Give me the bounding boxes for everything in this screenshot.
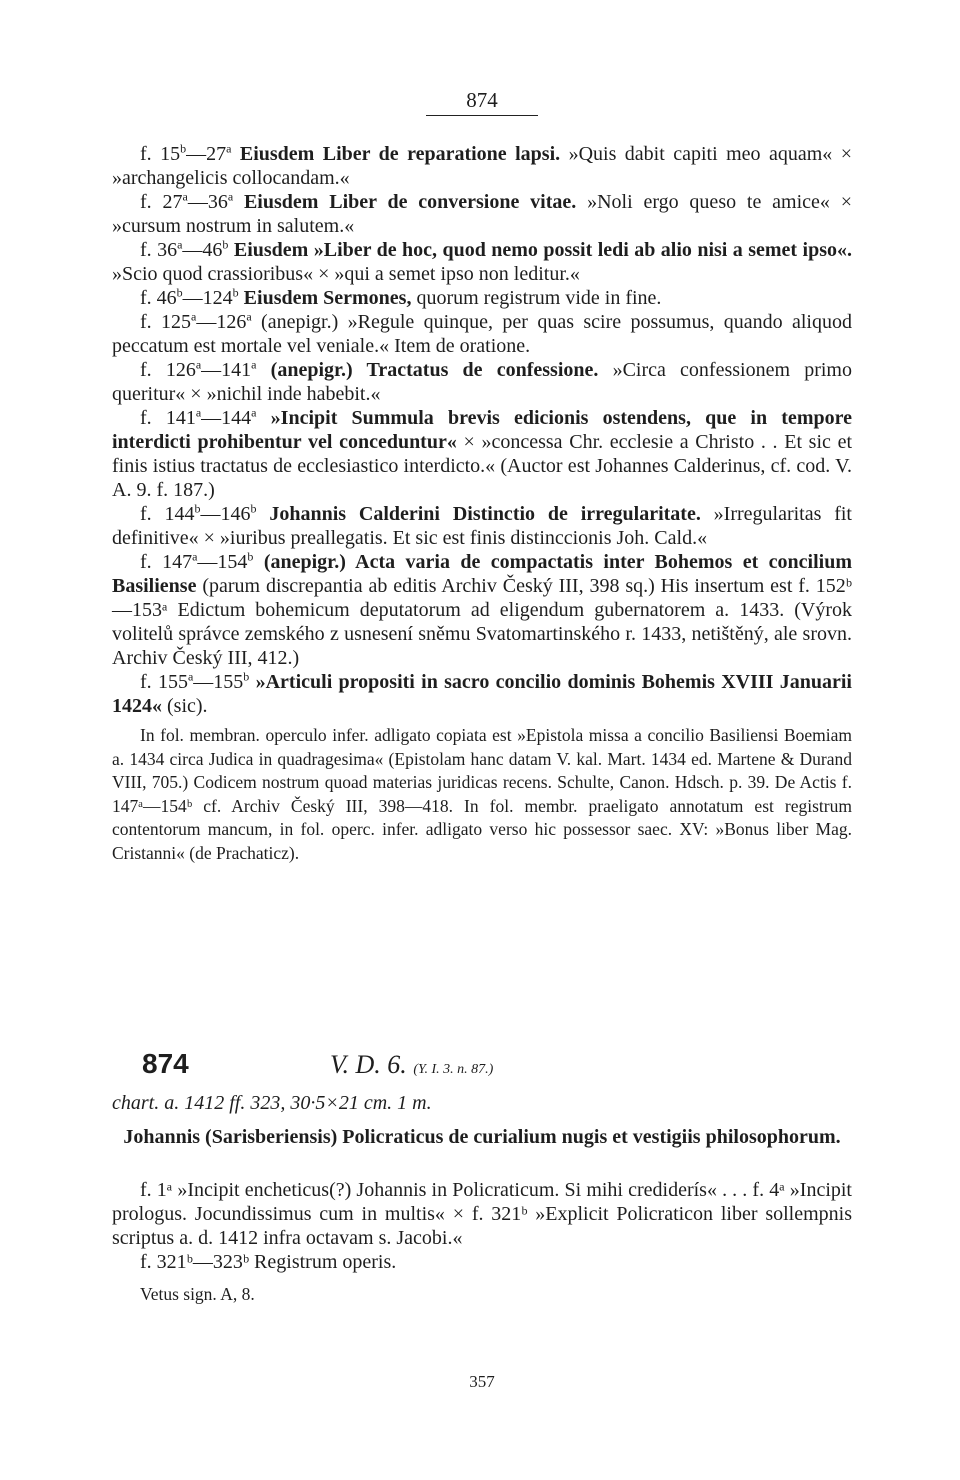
item-body — [112, 1178, 852, 1324]
entry: f. 1ᵃ »Incipit encheticus(?) Johannis in Policraticum. Si mihi crediderís« . . . f. 4ᵃ »Incipit prologus. Jocundissimus cum in multis« × f. 321ᵇ »Explicit Policraticon liber sollempnis scriptus a. d. 1412 infra octavam s. Jacobi.« — [112, 1179, 852, 1249]
entry: f. 125$^a$—126$^a$ (anepigr.) »Regule quinque, per quas scire possumus, quando aliquod peccatum est mortale vel veniale.« Item de oratione. — [112, 309, 852, 357]
vetus-signature: Vetus sign. A, 8. — [140, 1284, 255, 1304]
page-header: 874 — [112, 88, 852, 116]
physical-description: chart. a. 1412 ff. 323, 30·5×21 cm. 1 m. — [112, 1092, 432, 1114]
old-shelfmark: (Y. I. 3. n. 87.) — [413, 1062, 494, 1077]
entry: f. 155$^a$—155$^b$ »Articuli propositi in sacro concilio dominis Bohemis XVIII Januarii 1424« (sic). — [112, 669, 852, 717]
codicological-note: In fol. membran. operculo infer. adligato copiata est »Epistola missa a concilio Basiliensi Boemiam a. 1434 circa Judica in quadragesima« (Epistolam hanc datam V. kal. Mart. 1434 ed. Martene & Durand VIII, 705.) Codicem nostrum quoad materias juridicas recens. Schulte, Canon. Hdsch. p. 39. De Actis f. 147ᵃ—154ᵇ cf. Archiv Český III, 398—418. In fol. membr. praeligato annotatum est registrum contentorum mancum, in fol. operc. infer. adligato verso hic possessor saec. XV: »Bonus liber Mag. Cristanni« (de Prachaticz). — [112, 725, 852, 863]
entry: f. 46$^b$—124$^b$ Eiusdem Sermones, quorum registrum vide in fine. — [140, 285, 662, 309]
item-title: Johannis (Sarisberiensis) Policraticus de curialium nugis et vestigiis philosophorum. — [123, 1126, 841, 1148]
entry: f. 36$^a$—46$^b$ Eiusdem »Liber de hoc, quod nemo possit ledi ab alio nisi a semet ipso«. »Scio quod crassioribus« × »qui a semet ipso non leditur.« — [112, 237, 852, 285]
entry: f. 126$^a$—141$^a$ (anepigr.) Tractatus de confessione. »Circa confessionem primo queritur« × »nichil inde habebit.« — [112, 357, 852, 405]
shelfmark: V. D. 6. (Y. I. 3. n. 87.) — [330, 1050, 494, 1079]
entry: f. 147$^a$—154$^b$ (anepigr.) Acta varia de compactatis inter Bohemos et concilium Basiliense (parum discrepantia ab editis Archiv Český III, 398 sq.) His insertum est f. 152ᵇ—153ᵃ Edictum bohemicum deputatorum ad eligendum gubernatorem a. 1433. (Výrok volitelů správce zemského z usnesení sněmu Svatomartinského r. 1433, netištěný, ale srovn. Archiv Český III, 412.) — [112, 549, 852, 669]
entry: f. 27$^a$—36$^a$ Eiusdem Liber de conversione vitae. »Noli ergo queso te amice« × »cursum nostrum in salutem.« — [112, 189, 852, 237]
catalog-body — [112, 142, 852, 883]
entry: f. 144$^b$—146$^b$ Johannis Calderini Distinctio de irregularitate. »Irregularitas fit definitive« × »iuribus preallegatis. Et sic est finis distinccionis Joh. Cald.« — [112, 501, 852, 549]
item-number: 874 — [142, 1048, 189, 1079]
page-footer: 357 — [469, 1372, 495, 1391]
item-heading — [112, 1048, 852, 1088]
entry: f. 141$^a$—144$^a$ »Incipit Summula brevis edicionis ostendens, que in tempore interdicti prohibentur vel conceduntur« × »concessa Chr. ecclesie a Christo . . Et sic et finis istius tractatus de ecclesiastico interdicto.« (Auctor est Johannes Calderinus, cf. cod. V. A. 9. f. 187.) — [112, 405, 853, 501]
entry: f. 15$^b$—27$^a$ Eiusdem Liber de reparatione lapsi. »Quis dabit capiti meo aquam« × »archangelicis collocandam.« — [112, 141, 852, 189]
entry: f. 321ᵇ—323ᵇ Registrum operis. — [140, 1251, 397, 1273]
